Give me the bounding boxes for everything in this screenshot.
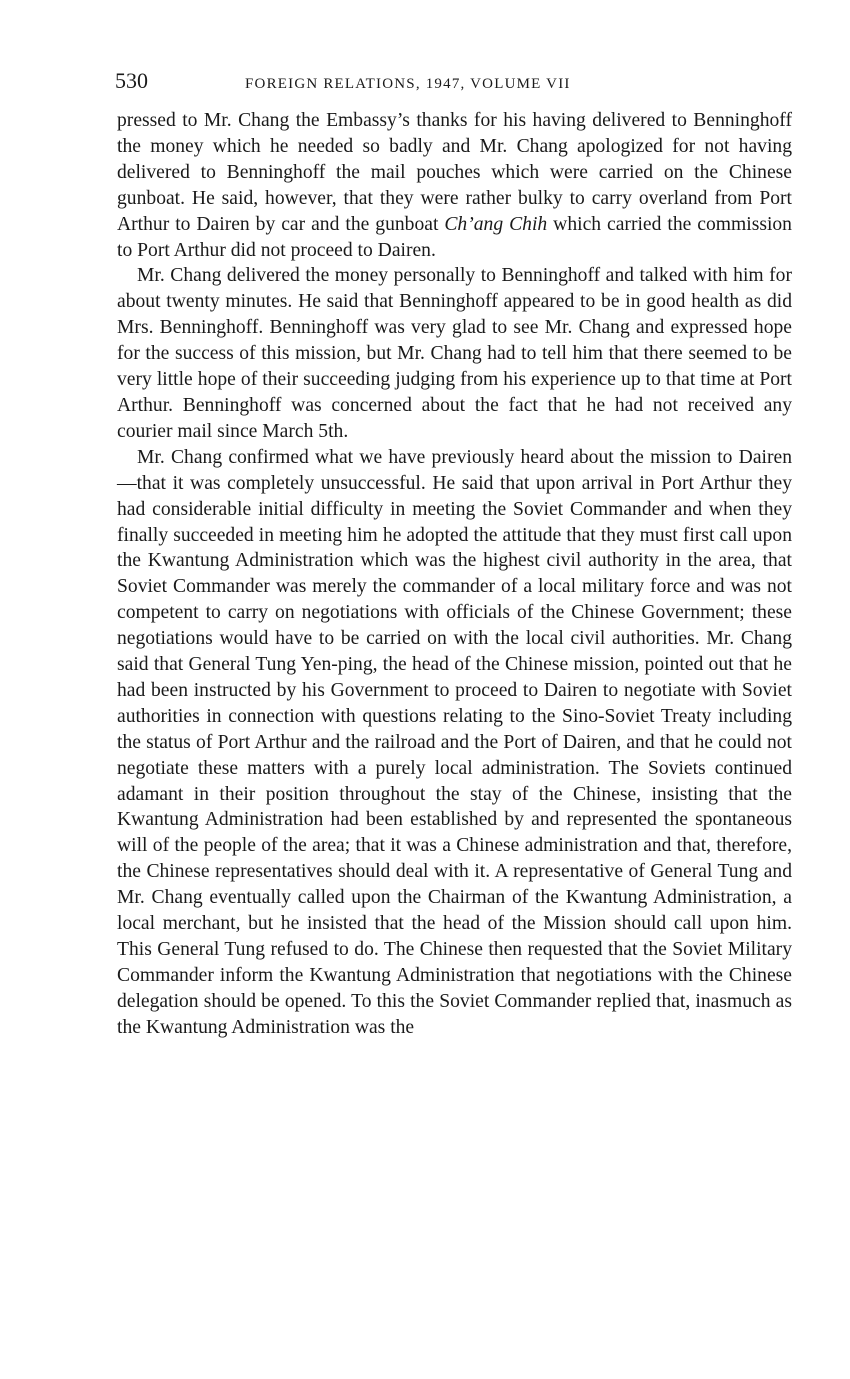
- paragraph-1-text-after: which carried the commission to Port Arthur did not proceed to Dairen.: [117, 213, 792, 261]
- running-head: FOREIGN RELATIONS, 1947, VOLUME VII: [245, 76, 571, 92]
- document-page: [117, 68, 792, 1041]
- paragraph-1: [117, 108, 792, 263]
- page-header: [117, 68, 792, 102]
- page-number: 530: [115, 68, 148, 93]
- paragraph-2: Mr. Chang delivered the money personally to Benninghoff and talked with him for about twenty minutes. He said that Benninghoff appeared to be in good health as did Mrs. Benninghoff. Benninghoff was very glad to see Mr. Chang and expressed hope for the success of this mission, but Mr. Chang had to tell him that there seemed to be very little hope of their succeeding judging from his experience up to that time at Port Arthur. Benninghoff was concerned about the fact that he had not received any courier mail since March 5th.: [117, 265, 792, 442]
- paragraph-3: Mr. Chang confirmed what we have previously heard about the mission to Dairen—that it was completely unsuccessful. He said that upon arrival in Port Arthur they had considerable initial difficulty in meeting the Soviet Commander and when they finally succeeded in meeting him he adopted the attitude that they must first call upon the Kwantung Administration which was the highest civil authority in the area, that Soviet Commander was merely the commander of a local military force and was not competent to carry on negotiations with officials of the Chinese Government; these negotiations would have to be carried on with the local civil authorities. Mr. Chang said that General Tung Yen-ping, the head of the Chinese mission, pointed out that he had been instructed by his Government to proceed to Dairen to negotiate with Soviet authorities in connection with questions relating to the Sino-Soviet Treaty including the status of Port Arthur and the railroad and the Port of Dairen, and that he could not negotiate these matters with a purely local administration. The Soviets continued adamant in their position throughout the stay of the Chinese, insisting that the Kwantung Administration had been established by and represented the spontaneous will of the people of the area; that it was a Chinese administration and that, therefore, the Chinese representatives should deal with it. A representative of General Tung and Mr. Chang eventually called upon the Chairman of the Kwantung Administration, a local merchant, but he insisted that the head of the Mission should call upon him. This General Tung refused to do. The Chinese then requested that the Soviet Military Commander inform the Kwantung Administration that negotiations with the Chinese delegation should be opened. To this the Soviet Commander replied that, inasmuch as the Kwantung Administration was the: [117, 446, 792, 1038]
- gunboat-name: Ch’ang Chih: [444, 213, 548, 235]
- paragraph-1-text-before: pressed to Mr. Chang the Embassy’s thanks for his having delivered to Benninghoff the money which he needed so badly and Mr. Chang apologized for not having delivered to Benninghoff the mail pouches which were carried on the Chinese gunboat. He said, however, that they were rather bulky to carry overland from Port Arthur to Dairen by car and the gunboat: [117, 110, 792, 235]
